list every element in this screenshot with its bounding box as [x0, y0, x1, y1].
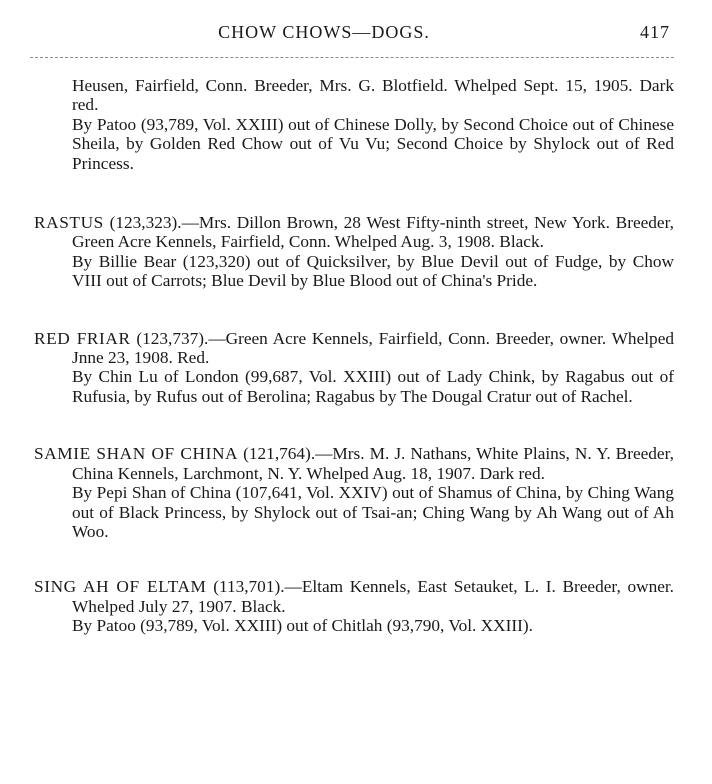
running-title: CHOW CHOWS—DOGS. — [218, 22, 430, 42]
entry-name: SAMIE SHAN OF CHINA — [34, 444, 239, 464]
entry-pedigree: By Patoo (93,789, Vol. XXIII) out of Chinese Dolly, by Second Choice out of Chinese Sheila, by Golden Red Chow out of Vu Vu; Second Choice by Shylock out of Red Princess. — [72, 114, 674, 173]
entry-list — [34, 76, 674, 674]
running-head — [0, 22, 712, 48]
entry-samie-shan-of-china — [34, 444, 674, 541]
entry-continued — [34, 76, 674, 173]
entry-details: RASTUS (123,323).—Mrs. Dillon Brown, 28 West Fifty-ninth street, New York. Breeder, Green Acre Kennels, Fairfield, Conn. Whelped Aug. 3, 1908. Black. — [34, 213, 674, 252]
entry-pedigree: By Patoo (93,789, Vol. XXIII) out of Chitlah (93,790, Vol. XXIII). — [72, 616, 533, 636]
entry-red-friar — [34, 329, 674, 407]
entry-name: RED FRIAR — [34, 328, 131, 348]
page-number: 417 — [640, 22, 670, 42]
entry-details: SING AH OF ELTAM (113,701).—Eltam Kennels, East Setauket, L. I. Breeder, owner. Whelped July 27, 1907. Black. — [34, 577, 674, 616]
entry-sing-ah-of-eltam — [34, 577, 674, 635]
entry-pedigree: By Pepi Shan of China (107,641, Vol. XXIV) out of Shamus of China, by Ching Wang out of Black Princess, by Shylock out of Tsai-an; Ching Wang by Ah Wang out of Ah Woo. — [72, 483, 674, 541]
entry-rastus — [34, 213, 674, 291]
entry-name: RASTUS — [34, 213, 104, 233]
entry-details: RED FRIAR (123,737).—Green Acre Kennels, Fairfield, Conn. Breeder, owner. Whelped Jnne 23, 1908. Red. — [34, 328, 674, 368]
entry-details: SAMIE SHAN OF CHINA (121,764).—Mrs. M. J. Nathans, White Plains, N. Y. Breeder, China Kennels, Larchmont, N. Y. Whelped Aug. 18, 1907. Dark red. — [34, 444, 674, 483]
entry-name: SING AH OF ELTAM — [34, 577, 207, 597]
entry-pedigree: By Billie Bear (123,320) out of Quicksilver, by Blue Devil out of Fudge, by Chow VIII out of Carrots; Blue Devil by Blue Blood out of China's Pride. — [72, 251, 674, 291]
entry-pedigree: By Chin Lu of London (99,687, Vol. XXIII) out of Lady Chink, by Ragabus out of Rufusia, by Rufus out of Berolina; Ragabus by The Dougal Cratur out of Rachel. — [72, 367, 674, 406]
entry-details: Heusen, Fairfield, Conn. Breeder, Mrs. G. Blotfield. Whelped Sept. 15, 1905. Dark red. — [72, 76, 674, 115]
header-rule — [30, 57, 674, 58]
